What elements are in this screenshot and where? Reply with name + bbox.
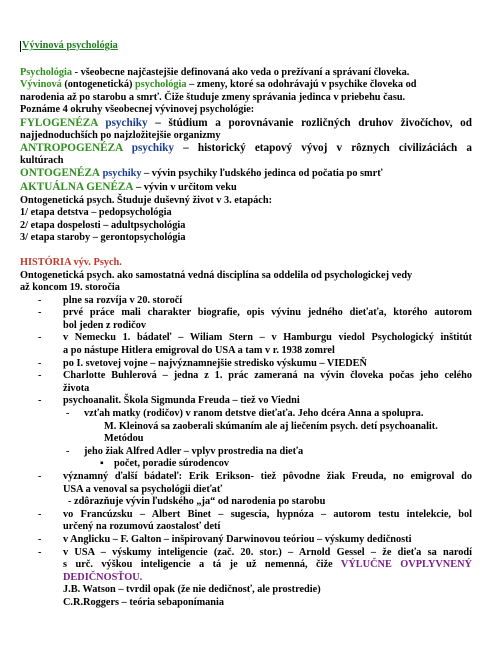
list-item-text: významný ďalší bádateľ: Erik Erikson- tiež pôvodne žiak Freuda, no emigroval do [63, 471, 472, 482]
akt-label: AKTUÁLNA GENÉZA [20, 180, 134, 193]
freud-subitem-2 [20, 446, 472, 459]
vyvinova-definition [20, 79, 472, 92]
vyv-paren: (ontogenetická) [61, 79, 135, 91]
erikson-sub: - zdôrazňuje vývin ľudského „ja“ od narodenia po starobu [68, 496, 326, 508]
usa-item-cont-2 [20, 572, 472, 585]
onto-psych-etapy: Ontogenetická psych. Študuje duševný život v 3. etapách: [20, 194, 273, 206]
dash: - [38, 294, 42, 306]
list-item-text: v Anglicku – F. Galton – inšpirovaný Darwinovou teóriou – výskumy dedičnosti [63, 533, 412, 545]
usa-emphasis: VÝLUČNE OVPLYVNENÝ [340, 559, 472, 571]
psych-label: Psychológia [20, 66, 73, 78]
list-item [20, 521, 472, 534]
dash: - [38, 370, 42, 382]
fylo-label: FYLOGENÉZA [20, 116, 98, 129]
onto-label: ONTOGENÉZA [20, 167, 100, 180]
list-item [20, 345, 472, 358]
title-row [20, 40, 472, 53]
usa-item-cont [20, 559, 472, 572]
rogers-line: C.R.Roggers – teória sebaponímania [63, 596, 225, 608]
okruhy-intro: Poznáme 4 okruhy všeobecnej vývinovej psychológie: [20, 104, 255, 116]
antropogeneza [20, 142, 472, 155]
freud-sub-line: M. Kleinová sa zaoberali skúmaním ale aj liečením psych. detí psychoanalit. [104, 420, 438, 432]
list-item-text: po I. svetovej vojne – najvýznamnejšie stredisko výskumu – VIEDEŇ [63, 357, 367, 369]
history-list-2 [20, 471, 472, 496]
antro-text-2: kultúrach [20, 154, 64, 166]
section-gap [20, 245, 472, 257]
freud-bullet-text: počet, poradie súrodencov [114, 458, 230, 470]
dash: - [38, 533, 42, 545]
ontogeneza [20, 167, 472, 181]
list-item [20, 383, 472, 396]
dash: - [38, 395, 42, 407]
freud-sub2-text: jeho žiak Alfred Adler – vplyv prostredia na dieťa [84, 445, 304, 457]
list-item [20, 484, 472, 497]
list-item-text: a po nástupe Hitlera emigroval do USA a tam v r. 1938 zomrel [63, 345, 335, 357]
dash: - [38, 471, 42, 482]
dash: - [38, 332, 42, 344]
antro-psychiky: psychiky [131, 142, 174, 155]
list-item-text: bol jeden z rodičov [63, 319, 147, 331]
list-item-text: plne sa rozvíja v 20. storočí [63, 294, 183, 306]
fylo-text: – štúdium a porovnávanie rozličných druhov živočíchov, od [147, 116, 472, 129]
dash: - [66, 445, 70, 457]
list-item [20, 471, 472, 484]
watson-line: J.B. Watson – tvrdil opak (že nie dedičnosť, ale prostredie) [63, 584, 321, 596]
history-heading: HISTÓRIA výv. Psych. [20, 256, 122, 268]
fylo-psychiky: psychiky [105, 116, 148, 129]
list-item [20, 395, 472, 408]
etapa-3: 3/ etapa staroby – gerontopsychológia [20, 232, 186, 244]
list-item [20, 307, 472, 320]
text-cursor [20, 41, 21, 52]
bullet-dot: ▪ [100, 458, 104, 470]
list-item-text: Charlotte Buhlerová – jedna z 1. prác zameraná na vývin človeka počas jeho celého [63, 370, 472, 382]
etapa-1: 1/ etapa detstva – pedopsychológia [20, 207, 172, 219]
list-item-text: vo Francúzsku – Albert Binet – sugescia, hypnóza – autorom testu intelekcie, bol [63, 508, 472, 520]
list-item [20, 320, 472, 333]
dash: - [38, 546, 42, 558]
onto-text: – vývin psychiky ľudského jedinca od počatia po smrť [141, 168, 383, 180]
list-item [20, 332, 472, 345]
dash: - [38, 307, 42, 319]
freud-bullet [20, 458, 472, 471]
list-item [20, 358, 472, 371]
dash: - [66, 408, 70, 420]
dash: - [38, 357, 42, 369]
list-item [20, 509, 472, 522]
list-item-text: prvé práce mali charakter biografie, opis vývinu jedného dieťaťa, ktorého autorom [63, 307, 472, 319]
page-title: Vývinová psychológia [22, 40, 118, 51]
vyv-label-2: psychológia [135, 79, 187, 91]
history-list [20, 295, 472, 408]
vyv-label: Vývinová [20, 79, 62, 91]
usa-emphasis-2: DEDIČNOSŤOU. [63, 571, 143, 583]
antro-text: – historický etapový vývoj v rôznych civilizáciách a [174, 142, 473, 155]
list-item [20, 295, 472, 308]
document-page [20, 40, 472, 610]
list-item-text: určený na rozumovú zaostalosť detí [63, 521, 221, 533]
onto-psychiky: psychiky [102, 168, 142, 180]
psych-text: - všeobecne najčastejšie definovaná ako veda o prežívaní a správaní človeka. [72, 66, 410, 78]
antro-label: ANTROPOGENÉZA [20, 142, 123, 155]
list-item-text: v Nemecku 1. bádateľ – Wiliam Stern – v Hamburgu viedol Psychologický inštitút [63, 332, 472, 344]
dash: - [38, 508, 42, 520]
usa-item [20, 547, 472, 560]
usa-line-1: v USA – výskumy inteligencie (zač. 20. stor.) – Arnold Gessel – že dieťa sa narodí [63, 546, 472, 558]
vyv-text-1: – zmeny, ktoré sa odohrávajú v psychike človeka od [186, 79, 417, 91]
fylogeneza [20, 117, 472, 130]
vyv-text-2: narodenia až po starobu a smrť. Čiže študuje zmeny správania jedinca v priebehu času. [20, 91, 406, 103]
freud-sub-line: Metódou [104, 433, 144, 445]
history-list-3 [20, 509, 472, 547]
list-item [20, 370, 472, 383]
aktualna-geneza [20, 181, 472, 195]
history-line-2: až koncom 19. storočia [20, 282, 120, 294]
freud-subitem-1 [20, 408, 472, 421]
psych-definition [20, 67, 472, 80]
history-line-1: Ontogenetická psych. ako samostatná vedná disciplína sa oddelila od psychologickej vedy [20, 269, 413, 281]
list-item-text: psychoanalit. Škola Sigmunda Freuda – tiež vo Viedni [63, 395, 300, 407]
list-item-text: života [63, 382, 90, 394]
freud-sub-line: vzťah matky (rodičov) v ranom detstve dieťaťa. Jeho dcéra Anna a spolupra. [84, 408, 424, 420]
usa-line-2: s urč. výškou inteligencie a tá je už nemenná, čiže [63, 559, 341, 571]
etapa-2: 2/ etapa dospelosti – adultpsychológia [20, 219, 186, 231]
fylo-text-2: najjednoduchších po najzložitejšie organizmy [20, 129, 221, 141]
list-item-text: USA a venoval sa psychológii dieťať [63, 483, 223, 495]
akt-text: – vývin v určitom veku [133, 181, 237, 193]
list-item [20, 534, 472, 547]
